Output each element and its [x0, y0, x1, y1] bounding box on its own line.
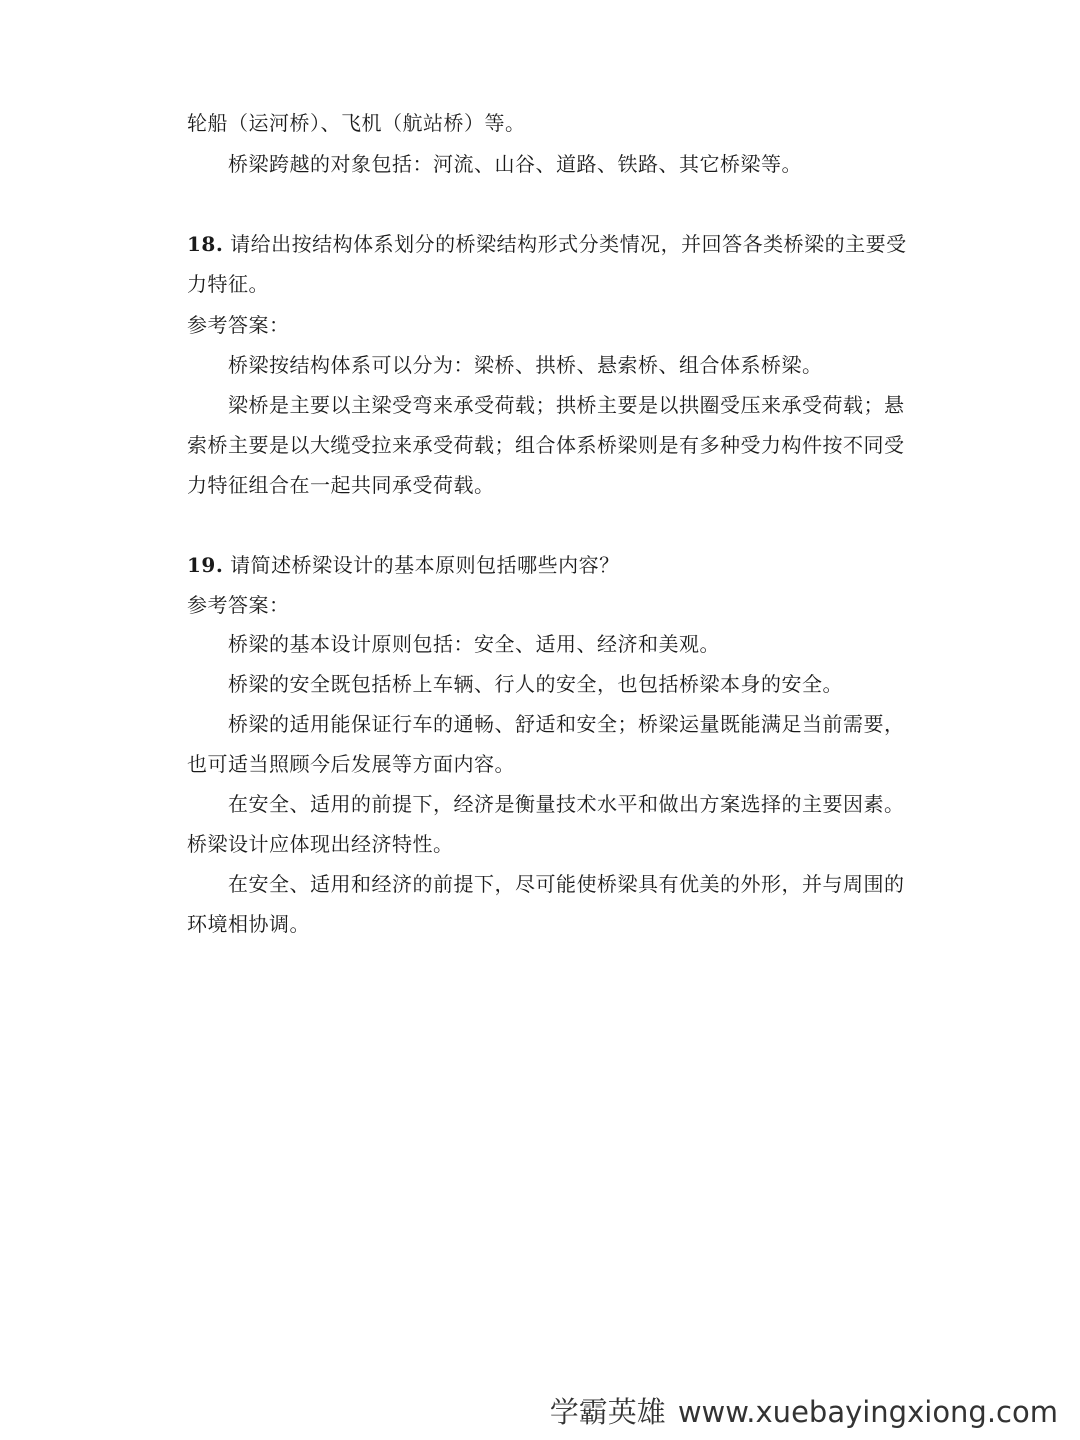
q18-answer-line: 桥梁按结构体系可以分为：梁桥、拱桥、悬索桥、组合体系桥梁。 [228, 353, 823, 377]
q19-answer-line: 桥梁设计应体现出经济特性。 [187, 832, 454, 856]
q19-answer-line: 在安全、适用的前提下，经济是衡量技术水平和做出方案选择的主要因素。 [228, 792, 905, 816]
q18-question-line-1 [187, 232, 907, 256]
q18-number: 18. [187, 232, 224, 256]
q19-question-text: 请简述桥梁设计的基本原则包括哪些内容？ [230, 553, 620, 577]
watermark-footer [550, 1394, 1058, 1430]
q18-answer-line: 索桥主要是以大缆受拉来承受荷载；组合体系桥梁则是有多种受力构件按不同受 [187, 433, 905, 457]
q19-answer-line: 桥梁的基本设计原则包括：安全、适用、经济和美观。 [228, 632, 720, 656]
intro-line-1: 轮船（运河桥）、飞机（航站桥）等。 [187, 111, 526, 135]
q19-number: 19. [187, 553, 224, 577]
q18-answer-line: 力特征组合在一起共同承受荷载。 [187, 473, 495, 497]
intro-line-2: 桥梁跨越的对象包括：河流、山谷、道路、铁路、其它桥梁等。 [228, 152, 802, 176]
footer-url: www.xuebayingxiong.com [677, 1395, 1058, 1429]
q19-answer-line: 桥梁的安全既包括桥上车辆、行人的安全，也包括桥梁本身的安全。 [228, 672, 843, 696]
q18-question-line-2: 力特征。 [187, 272, 269, 296]
q19-answer-line: 环境相协调。 [187, 912, 310, 936]
q19-answer-line: 在安全、适用和经济的前提下，尽可能使桥梁具有优美的外形，并与周围的 [228, 872, 905, 896]
q19-question-line [187, 553, 620, 577]
q18-answer-line: 梁桥是主要以主梁受弯来承受荷载；拱桥主要是以拱圈受压来承受荷载；悬 [228, 393, 905, 417]
q18-question-text: 请给出按结构体系划分的桥梁结构形式分类情况，并回答各类桥梁的主要受 [230, 232, 907, 256]
q19-answer-line: 也可适当照顾今后发展等方面内容。 [187, 752, 515, 776]
q18-answer-label: 参考答案： [187, 313, 290, 337]
q19-answer-label: 参考答案： [187, 593, 290, 617]
q19-answer-line: 桥梁的适用能保证行车的通畅、舒适和安全；桥梁运量既能满足当前需要， [228, 712, 905, 736]
footer-brand: 学霸英雄 [549, 1395, 666, 1429]
